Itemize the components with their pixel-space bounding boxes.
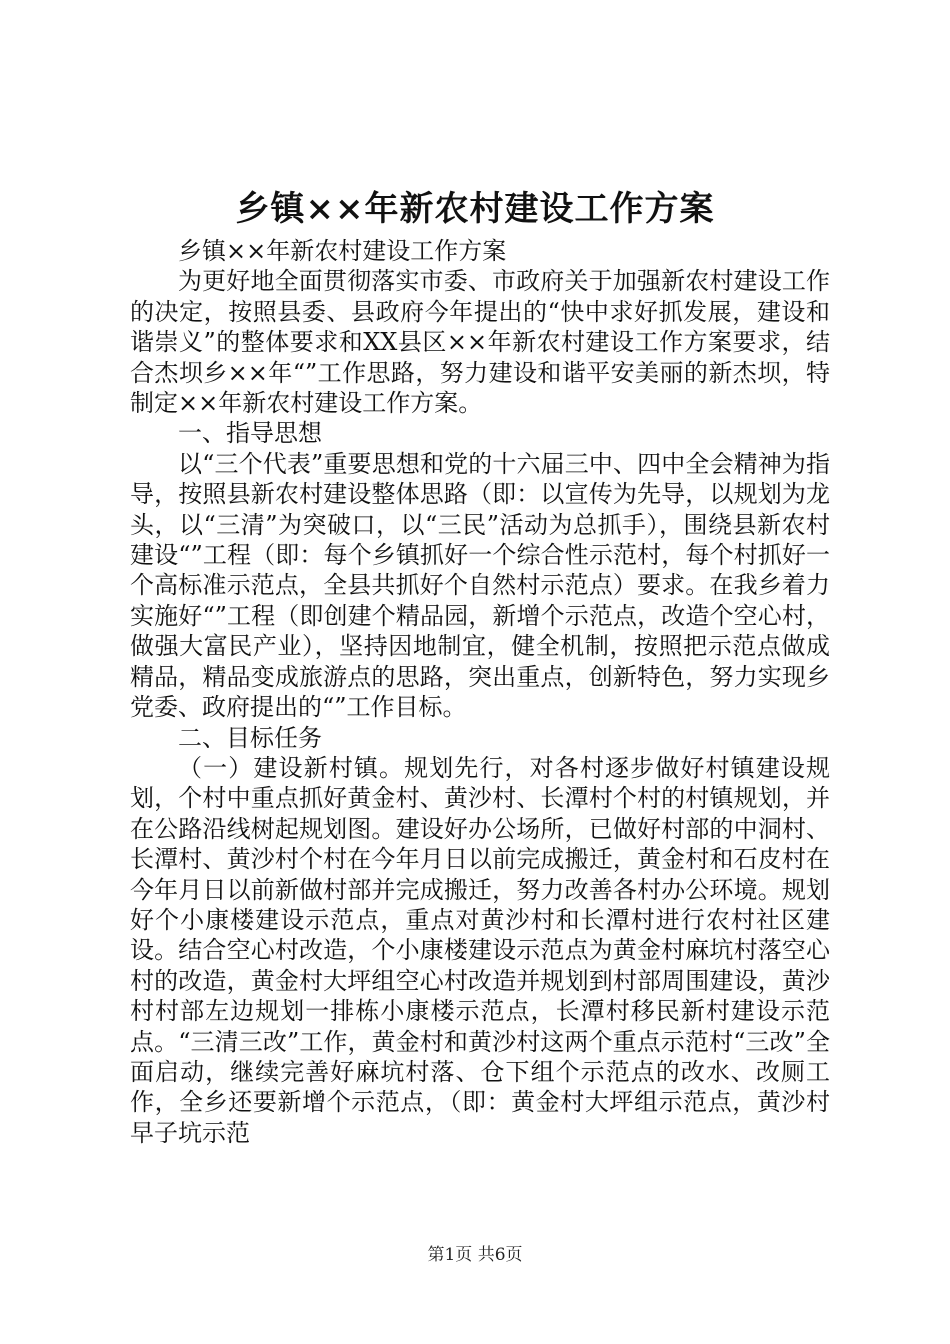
document-title: 乡镇××年新农村建设工作方案 <box>235 189 715 229</box>
section-heading-goals-tasks: 二、目标任务 <box>178 723 322 752</box>
document-body <box>130 236 830 1148</box>
paragraph-build-new-villages: （一）建设新村镇。规划先行，对各村逐步做好村镇建设规划，个村中重点抓好黄金村、黄沙村、长潭村个村的村镇规划，并在公路沿线树起规划图。建设好办公场所，已做好村部的中洞村、长潭村、黄沙村个村在今年月日以前完成搬迁，黄金村和石皮村在今年月日以前新做村部并完成搬迁，努力改善各村办公环境。规划好个小康楼建设示范点，重点对黄沙村和长潭村进行农村社区建设。结合空心村改造，个小康楼建设示范点为黄金村麻坑村落空心村的改造，黄金村大坪组空心村改造并规划到村部周围建设，黄沙村村部左边规划一排栋小康楼示范点，长潭村移民新村建设示范点。“三清三改”工作，黄金村和黄沙村这两个重点示范村“三改”全面启动，继续完善好麻坑村落、仓下组个示范点的改水、改厕工作，全乡还要新增个示范点，（即：黄金村大坪组示范点，黄沙村早子坑示范 <box>130 753 830 1147</box>
paragraph-intro: 为更好地全面贯彻落实市委、市政府关于加强新农村建设工作的决定，按照县委、县政府今年提出的“快中求好抓发展，建设和谐崇义”的整体要求和XX县区××年新农村建设工作方案要求，结合杰坝乡××年“”工作思路，努力建设和谐平安美丽的新杰坝，特制定××年新农村建设工作方案。 <box>130 267 830 418</box>
section-heading-guiding-ideology: 一、指导思想 <box>178 419 322 448</box>
paragraph-subtitle: 乡镇××年新农村建设工作方案 <box>178 237 507 265</box>
page-footer: 第1页 共6页 <box>427 1245 523 1265</box>
paragraph-guiding-ideology: 以“三个代表”重要思想和党的十六届三中、四中全会精神为指导，按照县新农村建设整体思路（即：以宣传为先导，以规划为龙头，以“三清”为突破口，以“三民”活动为总抓手），围绕县新农村建设“”工程（即：每个乡镇抓好一个综合性示范村，每个村抓好一个高标准示范点，全县共抓好个自然村示范点）要求。在我乡着力实施好“”工程（即创建个精品园，新增个示范点，改造个空心村，做强大富民产业），坚持因地制宜，健全机制，按照把示范点做成精品，精品变成旅游点的思路，突出重点，创新特色，努力实现乡党委、政府提出的“”工作目标。 <box>130 449 830 722</box>
